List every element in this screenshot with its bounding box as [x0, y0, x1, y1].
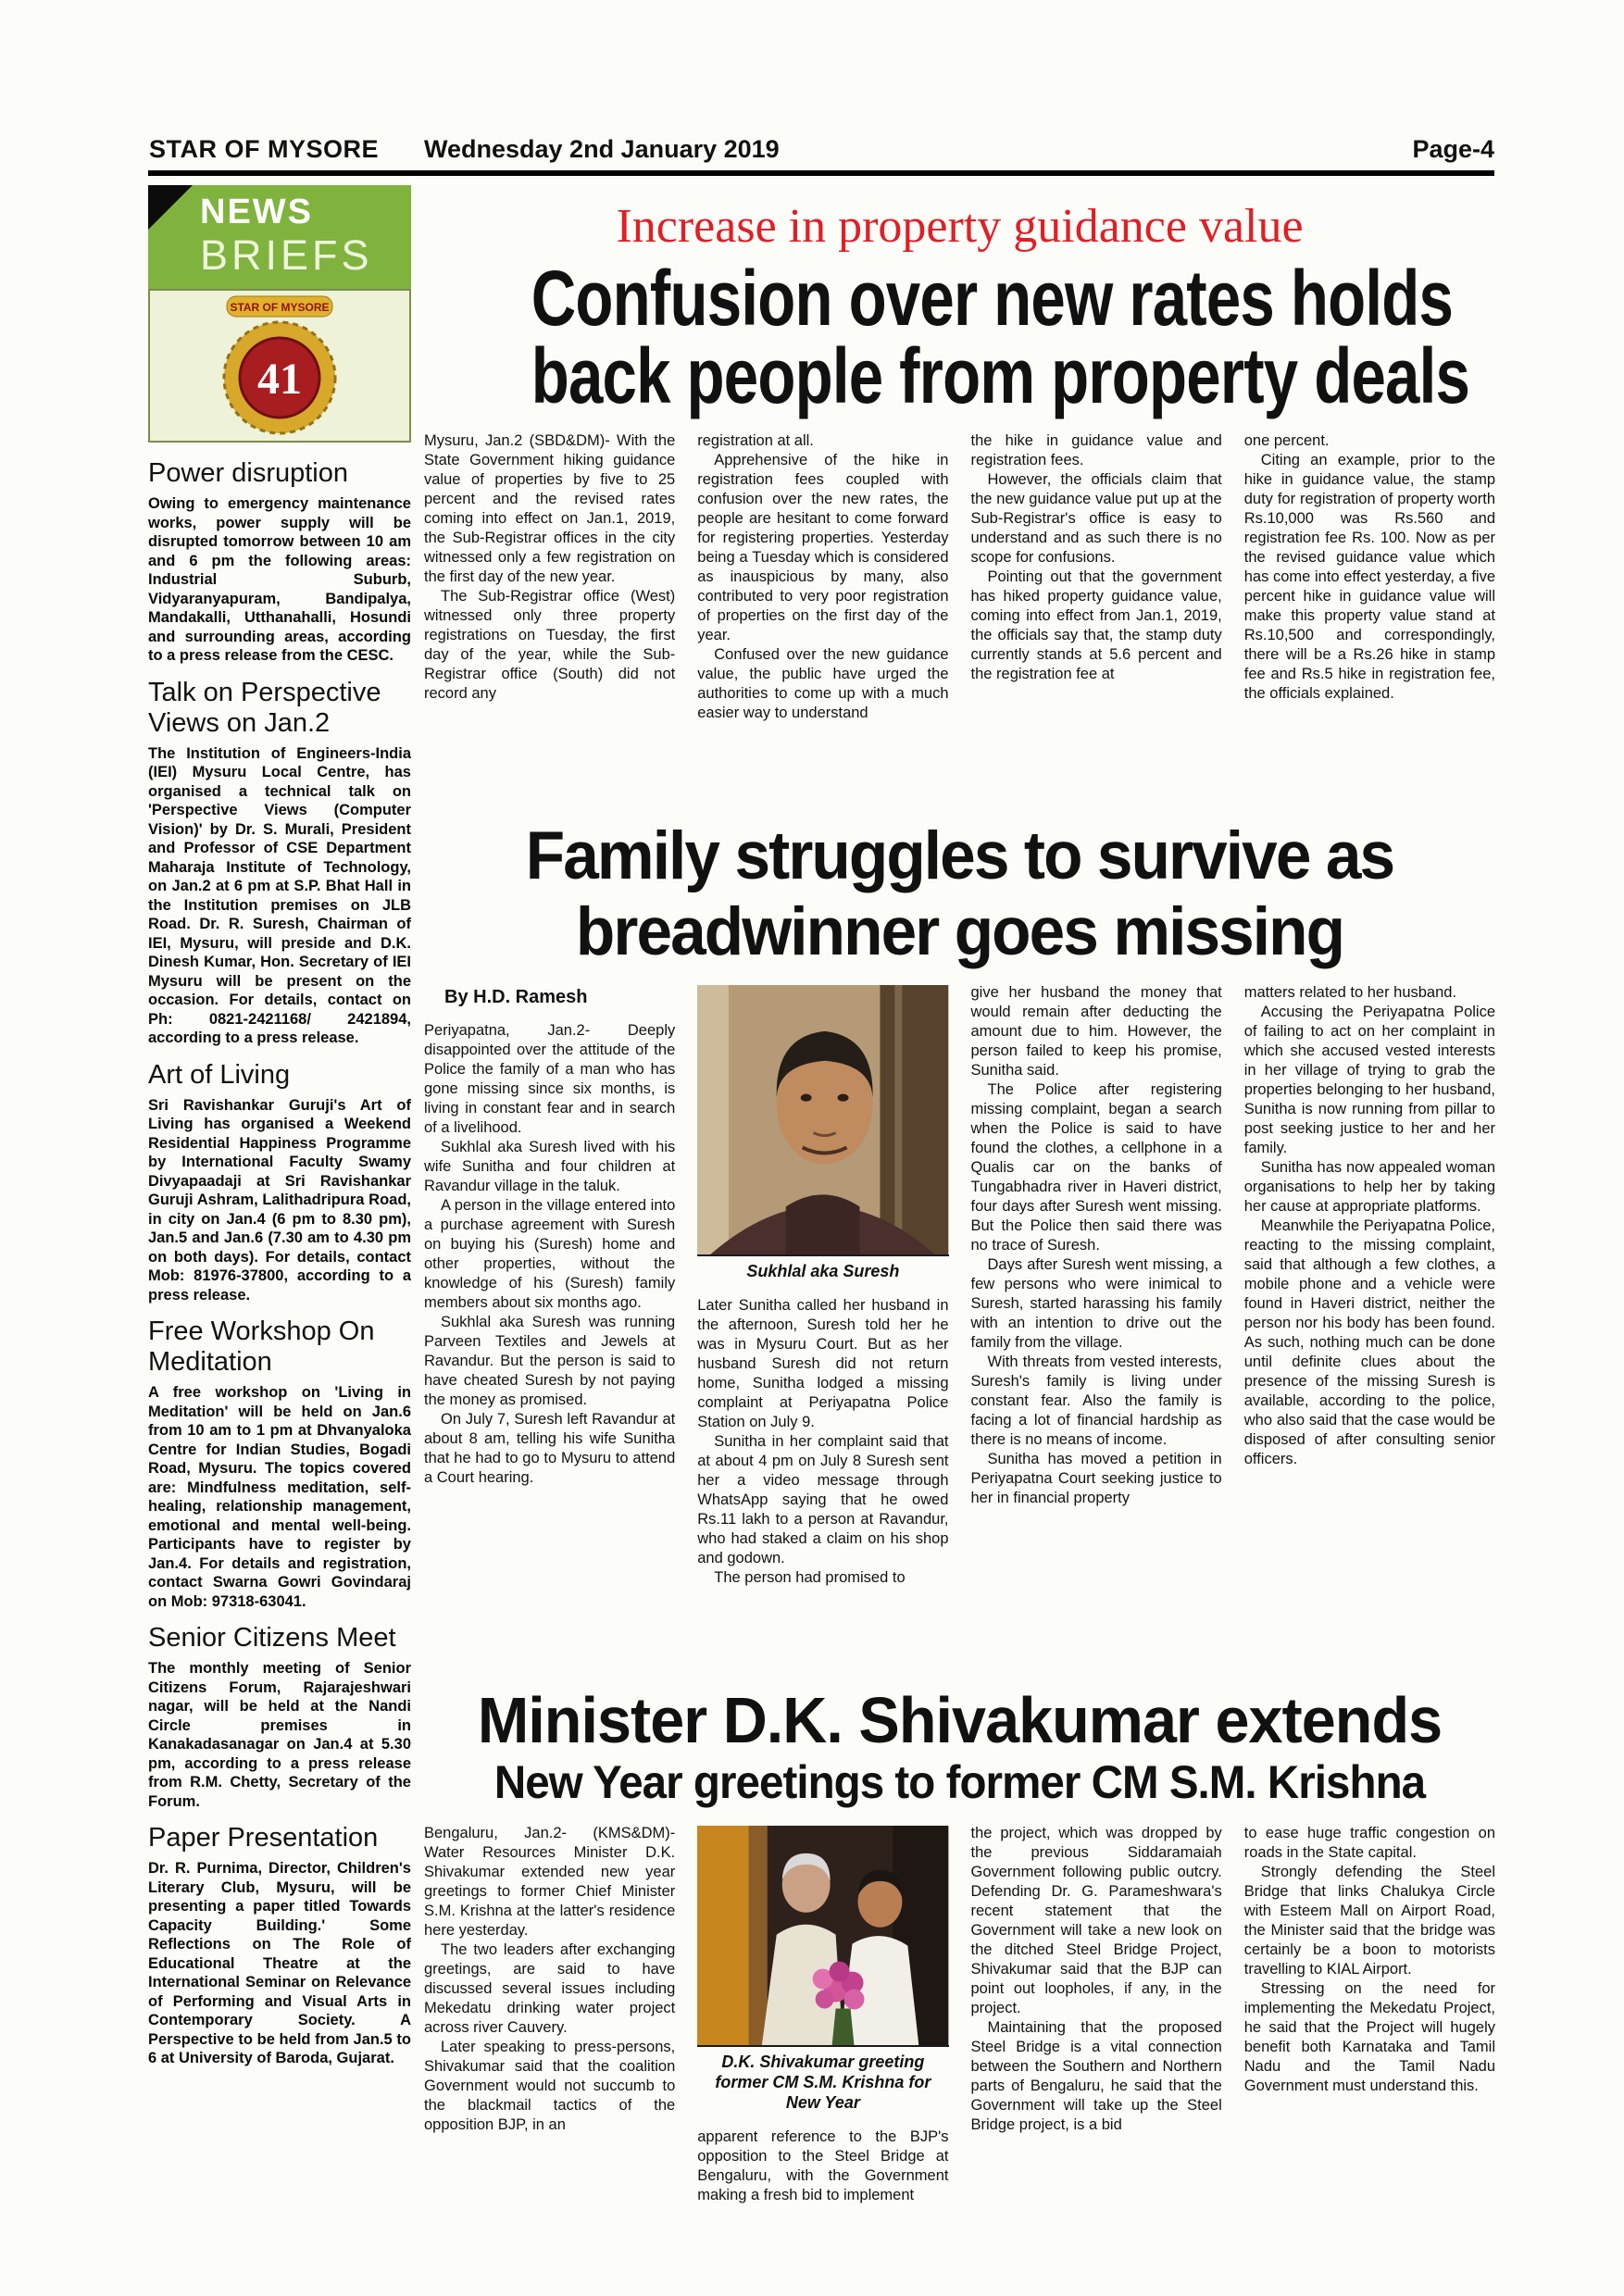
column-2 [697, 1824, 948, 2239]
paragraph: the project, which was dropped by the previous Siddaramaiah Government following public outcry. Defending Dr. G. Parameshwara's recent statement that the Government will take a new look on the ditched Steel Bridge Project, Shivakumar said that the BJP can point out loopholes, if any, in the project. [970, 1825, 1222, 2016]
column-4 [1244, 1824, 1495, 2239]
news-brief-item [148, 458, 411, 666]
paragraph: to ease huge traffic congestion on roads in the State capital. [1243, 1825, 1495, 1861]
paragraph: Periyapatna, Jan.2- Deeply disappointed over the attitude of the Police the family of a man who has gone missing since six months, is living in constant fear and in search of a livelihood. [424, 1022, 676, 1136]
paragraph: Later Sunitha called her husband in the afternoon, Suresh told her he was in Mysuru Court. But as her husband Suresh did not return home, Sunitha lodged a missing complaint at Periyapatna Police Station on July 9. [697, 1297, 949, 1431]
photo-caption: Sukhlal aka Suresh [697, 1254, 948, 1287]
paragraph: Stressing on the need for implementing the Mekedatu Project, he said that the Project will hugely benefit both Karnataka and Tamil Nadu and the Tamil Nadu Government must understand this. [1243, 1980, 1495, 2094]
paragraph: Sukhlal aka Suresh lived with his wife Sunitha and four children at Ravandur village in the taluk. [424, 1139, 676, 1194]
paragraph: The two leaders after exchanging greetings, are said to have discussed several issues including Mekedatu drinking water project across river Cauvery. [424, 1941, 676, 2036]
news-briefs-banner [148, 185, 411, 289]
newspaper-name: STAR OF MYSORE [149, 135, 380, 163]
brief-title: Art of Living [148, 1059, 291, 1090]
issue-date: Wednesday 2nd January 2019 [424, 135, 780, 163]
page-number: Page-4 [1412, 135, 1494, 163]
column-4 [1244, 983, 1495, 1681]
article-missing-breadwinner [424, 818, 1495, 1683]
column-1 [424, 983, 675, 1681]
briefs-list [148, 443, 411, 2068]
paragraph: one percent. [1243, 432, 1330, 449]
article-headline [424, 1685, 1495, 1809]
headline-line-1: Family struggles to survive as [525, 818, 1394, 893]
article-columns [424, 1824, 1495, 2239]
headline-line-2: breadwinner goes missing [575, 894, 1344, 969]
news-brief-item [148, 1823, 411, 2068]
column-3 [971, 1824, 1222, 2239]
paragraph: However, the officials claim that the new guidance value put up at the Sub-Registrar's office is easy to understand and as such there is no scope for confusions. [970, 471, 1222, 566]
header-rule [148, 170, 1494, 176]
headline-line-1: Minister D.K. Shivakumar extends [477, 1685, 1443, 1756]
brief-title: Free Workshop On Meditation [148, 1316, 375, 1377]
paragraph: Strongly defending the Steel Bridge that links Chalukya Circle with Esteem Mall on Airport Road, the Minister said that the bridge was certainly be a boon to motorists travelling to KIAL Airport. [1243, 1864, 1495, 1978]
paragraph: Mysuru, Jan.2 (SBD&DM)- With the State Government hiking guidance value of properties by five to 25 percent and the revised rates coming into effect on Jan.1, 2019, the Sub-Registrar offices in the city witnessed only a few registration on the first day of the new year. [424, 432, 676, 585]
paragraph: The person had promised to [714, 1569, 906, 1587]
paragraph: Meanwhile the Periyapatna Police, reacting to the missing complaint, said that although a few clothes, a mobile phone and a vehicle were found in Haveri district, neither the person nor his body has been found. As such, nothing much can be done until definite clues about the presence of the missing Suresh is available, according to the police, who also said that the case would be disposed of after consulting senior officers. [1243, 1217, 1495, 1467]
paragraph: On July 7, Suresh left Ravandur at about 8 am, telling his wife Sunitha that he had to go to Mysuru to attend a Court hearing. [424, 1411, 676, 1486]
corner-fold-icon [148, 185, 193, 230]
article-headline [424, 255, 1495, 419]
brief-title: Power disruption [148, 458, 348, 488]
column-2 [697, 431, 948, 805]
column-text [424, 1021, 675, 1488]
greeting-photo-figure [697, 1826, 948, 2118]
article-headline [424, 818, 1495, 970]
headline-subhead: New Year greetings to former CM S.M. Krishna [493, 1756, 1426, 1808]
news-brief-item [148, 1060, 411, 1305]
column-3 [971, 983, 1222, 1681]
logo-panel [148, 289, 411, 443]
paragraph: Sunitha in her complaint said that at about 4 pm on July 8 Suresh sent her a video message through WhatsApp saying that he owed Rs.11 lakh to a person at Ravandur, who had staked a claim on his shop and godown. [697, 1433, 949, 1567]
shivakumar-krishna-photo [697, 1826, 948, 2045]
paragraph: Days after Suresh went missing, a few persons who were inimical to Suresh, started harassing his family with an intention to drive out the family from the village. [970, 1256, 1222, 1351]
byline: By H.D. Ramesh [444, 987, 588, 1007]
banner-news-label: NEWS [200, 193, 313, 231]
paragraph: Bengaluru, Jan.2- (KMS&DM)- Water Resources Minister D.K. Shivakumar extended new year greetings to former Chief Minister S.M. Krishna at the latter's residence here yesterday. [424, 1825, 676, 1939]
column-4 [1244, 431, 1495, 805]
paragraph: Maintaining that the proposed Steel Bridge is a vital connection between the Southern and Northern parts of Bengaluru, he said that the Government will take up the Steel Bridge project, is a bid [970, 2019, 1222, 2133]
article-kicker: Increase in property guidance value [616, 200, 1304, 253]
main-content [424, 185, 1495, 2242]
brief-title: Senior Citizens Meet [148, 1623, 396, 1653]
headline-line-1: Confusion over new rates holds [531, 255, 1454, 342]
article-columns [424, 983, 1495, 1681]
brief-body: A free workshop on 'Living in Meditation' will be held on Jan.6 from 10 am to 1 pm at Dhvanyaloka Centre for Indian Studies, Bogadi Road, Mysuru. The topics covered are: Mindfulness meditation, self-healing, relationship management, emotional and mental well-being. Participants have to register by Jan.4. For details and registration, contact Swarna Gowri Govindaraj on Mob: 97318-63041. [148, 1384, 411, 1610]
paragraph: With threats from vested interests, Suresh's family is living under constant fear. Also the family is facing a lot of financial hardship as there is no means of income. [970, 1354, 1222, 1448]
paragraph: Sukhlal aka Suresh was running Parveen Textiles and Jewels at Ravandur. But the person is said to have cheated Suresh by not paying the money as promised. [424, 1314, 676, 1408]
paragraph: Accusing the Periyapatna Police of failing to act on her complaint in which she accused vested interests in her village of trying to grab the properties belonging to her husband, Sunitha is now running from pillar to post seeking justice to her and her family. [1243, 1004, 1495, 1156]
column-2 [697, 983, 948, 1681]
news-brief-item [148, 678, 411, 1048]
news-brief-item [148, 1316, 411, 1611]
star-of-mysore-emblem-icon [210, 293, 349, 439]
column-text [697, 2128, 948, 2205]
paragraph: A person in the village entered into a purchase agreement with Suresh on buying his (Suresh) home and other properties, without the knowledge of his (Suresh) family members about six months ago. [424, 1197, 676, 1311]
brief-body: The monthly meeting of Senior Citizens Forum, Rajarajeshwari nagar, will be held at the Nandi Circle premises in Kanakadasanagar on Jan.4 at 5.30 pm, according to a press release from R.M. Chetty, Secretary of the Forum. [148, 1660, 411, 1810]
brief-title: Paper Presentation [148, 1823, 379, 1853]
photo-caption: D.K. Shivakumar greeting former CM S.M. Krishna for New Year [697, 2045, 948, 2118]
brief-body: Dr. R. Purnima, Director, Children's Literary Club, Mysuru, will be presenting a paper titled Towards Capacity Building.' Some Reflections on The Role of Educational Theatre at the International Seminar on Relevance of Performing and Visual Arts in Contemporary Society. A Perspective to be held from Jan.5 to 6 at University of Baroda, Gujarat. [148, 1860, 411, 2066]
article-shivakumar-greetings [424, 1685, 1495, 2242]
news-briefs-sidebar [148, 185, 411, 2239]
paragraph: Sunitha has now appealed woman organisations to help her by taking her cause at appropriate platforms. [1243, 1159, 1495, 1215]
paragraph: Sunitha has moved a petition in Periyapatna Court seeking justice to her in financial property [970, 1451, 1222, 1506]
paragraph: the hike in guidance value and registration fees. [970, 432, 1222, 468]
brief-body: Owing to emergency maintenance works, power supply will be disrupted tomorrow between 10 am and 6 pm the following areas: Industrial Suburb, Vidyaranyapuram, Bandipalya, Mandakalli, Utthanahalli, Hosundi and surrounding areas, according to a press release from the CESC. [148, 495, 411, 664]
column-text [697, 1296, 948, 1588]
paragraph: Confused over the new guidance value, the public have urged the authorities to come up with a much easier way to understand [697, 646, 949, 721]
headline-line-2: back people from property deals [531, 332, 1470, 419]
column-1 [424, 431, 675, 805]
brief-body: Sri Ravishankar Guruji's Art of Living has organised a Weekend Residential Happiness Programme by International Faculty Swamy Divyapaadaji at Sri Ravishankar Guruji Ashram, Lalithadripura Road, in city on Jan.4 (6 pm to 8.30 pm), Jan.5 and Jan.6 (7.30 am to 4.30 pm on both days). For details, contact Mob: 81976-37800, according to a press release. [148, 1096, 411, 1304]
paragraph: matters related to her husband. [1243, 984, 1457, 1001]
paragraph: registration at all. [697, 432, 814, 449]
paragraph: Apprehensive of the hike in registration fees coupled with confusion over the new rates, the people are hesitant to come forward for registering properties. Yesterday being a Tuesday which is considered as inauspicious by many, also contributed to very poor registration of properties on the first day of the year. [697, 452, 949, 643]
sukhlal-portrait-photo [697, 985, 948, 1254]
sukhlal-photo-figure [697, 985, 948, 1287]
paragraph: apparent reference to the BJP's opposition to the Steel Bridge at Bengaluru, with the Government making a fresh bid to implement [697, 2128, 949, 2204]
article-property-rates [424, 185, 1495, 817]
column-3 [971, 431, 1222, 805]
paragraph: The Sub-Registrar office (West) witnessed only three property registrations on Tuesday, the first day of the year, while the Sub-Registrar office (South) did not record any [424, 588, 676, 702]
column-1 [424, 1824, 675, 2239]
paragraph: The Police after registering missing complaint, began a search when the Police is said to have found the clothes, a cellphone in a Qualis car on the banks of Tungabhadra river in Haveri district, four days after Suresh went missing. But the Police then said there was no trace of Suresh. [970, 1081, 1222, 1254]
emblem-banner-text: STAR OF MYSORE [230, 301, 330, 314]
brief-body: The Institution of Engineers-India (IEI) Mysuru Local Centre, has organised a technical talk on 'Perspective Views (Computer Vision)' by Dr. S. Murali, President and Professor of CSE Department Maharaja Institute of Technology, on Jan.2 at 6 pm at S.P. Bhat Hall in the Institution premises on JLB Road. Dr. R. Suresh, Chairman of IEI, Mysuru, will preside and D.K. Dinesh Kumar, Hon. Secretary of IEI Mysuru will be present on the occasion. For details, contact on Ph: 0821-2421168/ 2421894, according to a press release. [148, 744, 411, 1046]
news-brief-item [148, 1623, 411, 1811]
paragraph: Later speaking to press-persons, Shivakumar said that the coalition Government would not succumb to the blackmail tactics of the opposition BJP, in an [424, 2039, 676, 2133]
brief-title: Talk on Perspective Views on Jan.2 [148, 677, 381, 738]
paragraph: Citing an example, prior to the hike in guidance value, the stamp duty for registration of property worth Rs.10,000 was Rs.560 and registration fee Rs. 100. Now as per the revised guidance value which has come into effect yesterday, a five percent hike in guidance value will make this property value stand at Rs.10,500 and correspondingly, there will be a Rs.26 hike in stamp fee and Rs.5 hike in registration fee, the officials explained. [1243, 452, 1495, 702]
paragraph: Pointing out that the government has hiked property guidance value, coming into effect from Jan.1, 2019, the officials say that, the stamp duty currently stands at 5.6 percent and the registration fee at [970, 568, 1222, 682]
article-columns [424, 431, 1495, 805]
emblem-number: 41 [257, 355, 302, 404]
paragraph: give her husband the money that would remain after deducting the amount due to him. However, the person failed to keep his promise, Sunitha said. [970, 984, 1222, 1079]
banner-briefs-label: BRIEFS [200, 231, 373, 279]
